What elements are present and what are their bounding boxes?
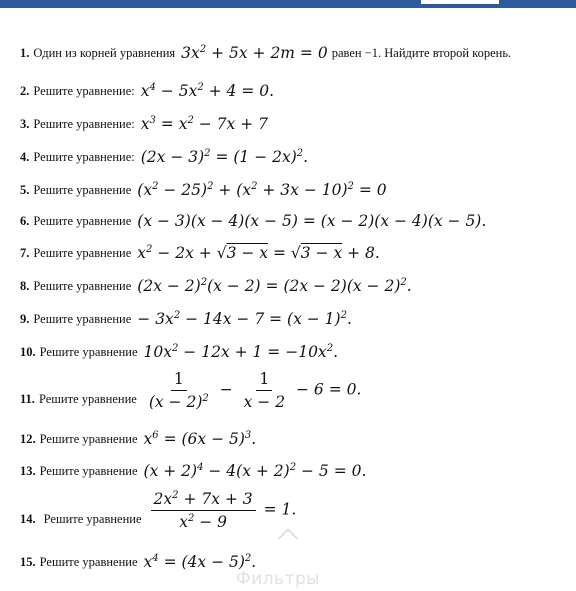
problem-label: Решите уравнение: [33,83,135,98]
problem-6 [20,212,486,230]
fraction: $\frac{1}{x - 2}$ [243,370,286,411]
problem-label: Решите уравнение [38,392,137,406]
equation: − $3x^2 - 14x - 7 = (x - 1)^2$. [137,310,352,328]
problem-15 [20,553,256,571]
problem-number: 6. [20,213,30,228]
problem-label: Решите уравнение [33,245,132,260]
problem-label: Решите уравнение [39,463,138,478]
problem-number: 15. [20,554,36,569]
equation: $(2x - 3)^2 = (1 - 2x)^2$. [140,148,309,166]
problem-label: Один из корней уравнения [33,45,176,60]
problem-number: 3. [20,116,30,131]
filters-watermark[interactable]: Фильтры [236,569,321,589]
problem-number: 10. [20,344,36,359]
fraction: $\frac{1}{(x - 2)^2}$ [148,370,209,411]
problem-number: 1. [20,45,30,60]
problem-label: Решите уравнение: [33,116,135,131]
problem-label: Решите уравнение [39,554,138,569]
problem-10 [20,343,338,361]
problem-9 [20,310,352,328]
equation: $\frac{1}{(x - 2)^2}$ − $\frac{1}{x - 2}$ − 6 = 0. [143,370,362,411]
problem-2 [20,82,274,100]
problem-label: Решите уравнение [39,431,138,446]
problem-tail: равен −1. Найдите второй корень. [331,45,512,60]
problem-label: Решите уравнение [33,213,132,228]
problem-11 [20,370,361,411]
equation: $x^4 = (4x - 5)^2$. [143,553,257,571]
problem-label: Решите уравнение [39,344,138,359]
equation: $10x^2 - 12x + 1 = -10x^2$. [143,343,338,361]
equation: $x^3 = x^2 - 7x + 7$ [140,115,268,133]
problem-5 [20,181,387,199]
problem-number: 8. [20,278,30,293]
equation: $x^2 - 2x + √3 - x = √3 - x + 8$. [137,244,380,262]
problem-label: Решите уравнение [33,278,132,293]
chevron-up-icon[interactable] [278,528,298,548]
equation: (x − 3)(x − 4)(x − 5) = (x − 2)(x − 4)(x − 5). [137,212,487,230]
problem-label: Решите уравнение [43,512,142,526]
problem-number: 4. [20,149,30,164]
equation: $(2x - 2)^2(x - 2) = (2x - 2)(x - 2)^2$. [137,277,412,295]
equation: $x^6 = (6x - 5)^3$. [143,430,257,448]
problem-14 [20,490,296,531]
problem-number: 13. [20,463,36,478]
fraction: $\frac{2x^2 + 7x + 3}{x^2 - 9}$ [151,490,256,531]
problem-3 [20,115,268,133]
equation: $(x + 2)^4 - 4(x + 2)^2 - 5 = 0$. [143,462,367,480]
problem-number: 5. [20,182,30,197]
problem-4 [20,148,308,166]
problem-number: 14. [20,512,36,526]
problem-7 [20,244,380,262]
equation: $(x^2 - 25)^2 + (x^2 + 3x - 10)^2 = 0$ [137,181,387,199]
problem-number: 11. [20,392,35,406]
equation: $x^4 - 5x^2 + 4 = 0$. [140,82,275,100]
problem-1 [20,44,511,62]
equation: $\frac{2x^2 + 7x + 3}{x^2 - 9}$ = 1. [148,490,297,531]
problem-label: Решите уравнение [33,311,132,326]
problem-number: 2. [20,83,30,98]
problem-number: 12. [20,431,36,446]
problem-13 [20,462,366,480]
top-bar-tab[interactable] [421,0,499,4]
equation: $3x^2 + 5x + 2m = 0$ [181,44,328,62]
problem-8 [20,277,412,295]
problem-number: 9. [20,311,30,326]
problem-number: 7. [20,245,30,260]
problem-label: Решите уравнение: [33,149,135,164]
problem-12 [20,430,256,448]
problem-label: Решите уравнение [33,182,132,197]
top-bar [0,0,576,8]
